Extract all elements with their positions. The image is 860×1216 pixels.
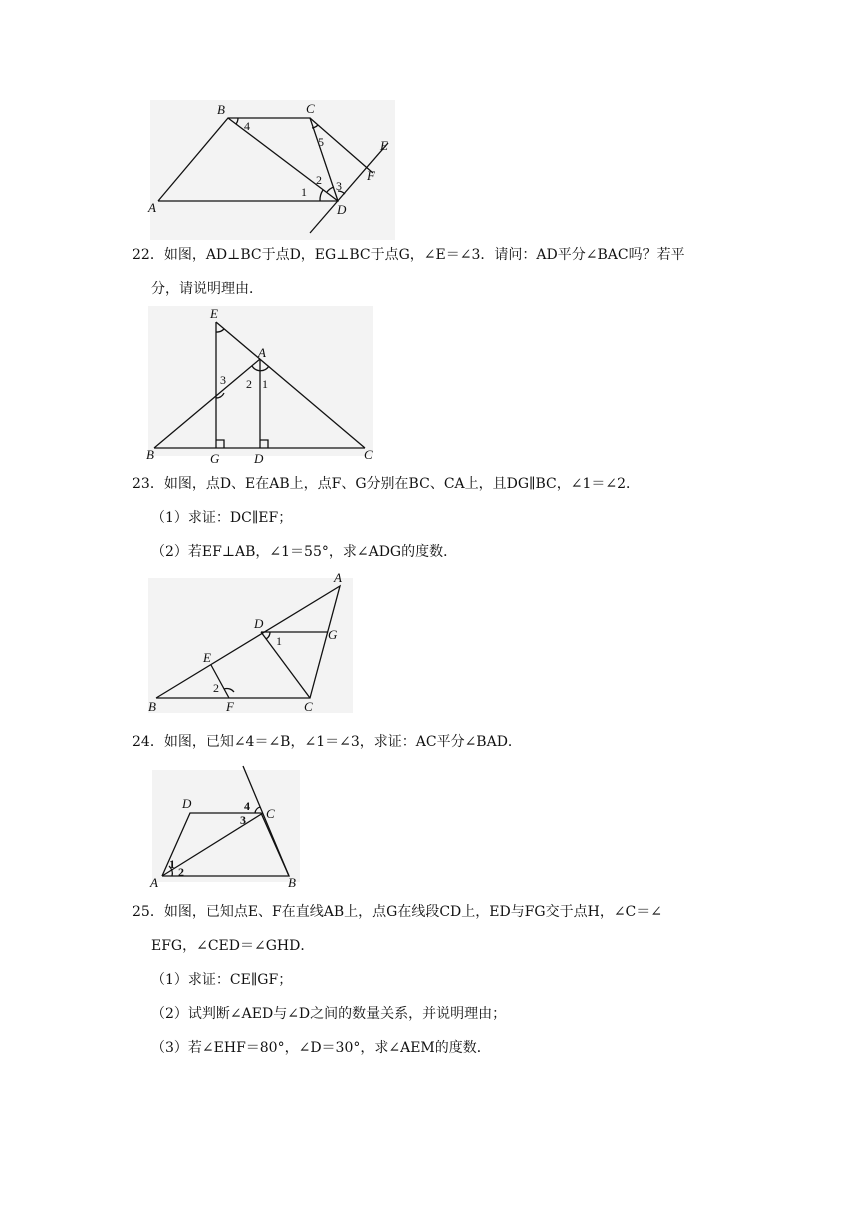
- label-A: A: [148, 200, 156, 215]
- angle-4: 4: [244, 799, 250, 813]
- label-B: B: [146, 447, 154, 462]
- angle-2: 2: [178, 865, 184, 879]
- label-A: A: [334, 570, 342, 585]
- label-E: E: [210, 306, 218, 321]
- angle-3: 3: [220, 373, 226, 387]
- label-C: C: [266, 806, 275, 821]
- angle-4: 4: [244, 119, 250, 133]
- label-F: F: [226, 699, 234, 714]
- question-23-part-1: （1）求证：DC∥EF；: [151, 510, 293, 526]
- label-B: B: [148, 699, 156, 714]
- angle-3: 3: [240, 813, 246, 827]
- question-25-text: 25．如图，已知点E、F在直线AB上，点G在线段CD上，ED与FG交于点H，∠C＝∠: [132, 904, 662, 920]
- label-B: B: [217, 102, 225, 117]
- figure-q23: [140, 568, 365, 718]
- question-23-text: 23．如图，点D、E在AB上，点F、G分别在BC、CA上，且DG∥BC，∠1＝∠2．: [132, 476, 641, 492]
- label-G: G: [210, 451, 220, 466]
- label-D: D: [337, 202, 347, 217]
- question-25-part-3: （3）若∠EHF＝80°，∠D＝30°，求∠AEM的度数．: [151, 1040, 491, 1056]
- label-D: D: [254, 616, 264, 631]
- question-25-part-2: （2）试判断∠AED与∠D之间的数量关系，并说明理由；: [151, 1006, 507, 1022]
- figure-q22: [140, 302, 380, 467]
- question-25-part-1: （1）求证：CE∥GF；: [151, 972, 293, 988]
- angle-5: 5: [318, 135, 324, 149]
- question-24-text: 24．如图，已知∠4＝∠B，∠1＝∠3，求证：AC平分∠BAD．: [132, 734, 522, 750]
- label-F: F: [367, 168, 375, 183]
- label-B: B: [288, 875, 296, 890]
- angle-1: 1: [262, 377, 268, 391]
- label-A: A: [258, 345, 266, 360]
- angle-2: 2: [246, 377, 252, 391]
- label-D: D: [254, 451, 264, 466]
- label-C: C: [306, 101, 315, 116]
- figure-background: [150, 100, 395, 240]
- label-G: G: [328, 627, 338, 642]
- figure-q24: [140, 762, 315, 892]
- question-22-text: 22．如图，AD⊥BC于点D，EG⊥BC于点G，∠E＝∠3．请问：AD平分∠BAC吗？若平: [132, 247, 685, 263]
- label-E: E: [380, 138, 388, 153]
- label-C: C: [304, 699, 313, 714]
- question-22-text-cont: 分，请说明理由．: [151, 281, 263, 297]
- angle-3: 3: [336, 179, 342, 193]
- question-25-text-cont: EFG，∠CED＝∠GHD．: [151, 938, 315, 954]
- label-E: E: [203, 650, 211, 665]
- label-C: C: [364, 447, 373, 462]
- angle-1: 1: [169, 857, 175, 871]
- figure-background: [148, 578, 353, 713]
- angle-1: 1: [301, 185, 307, 199]
- label-A: A: [150, 875, 158, 890]
- angle-2: 2: [213, 681, 219, 695]
- label-D: D: [182, 796, 192, 811]
- question-23-part-2: （2）若EF⊥AB，∠1＝55°，求∠ADG的度数．: [151, 544, 458, 560]
- figure-q21: [140, 98, 410, 243]
- angle-2: 2: [316, 173, 322, 187]
- angle-1: 1: [276, 634, 282, 648]
